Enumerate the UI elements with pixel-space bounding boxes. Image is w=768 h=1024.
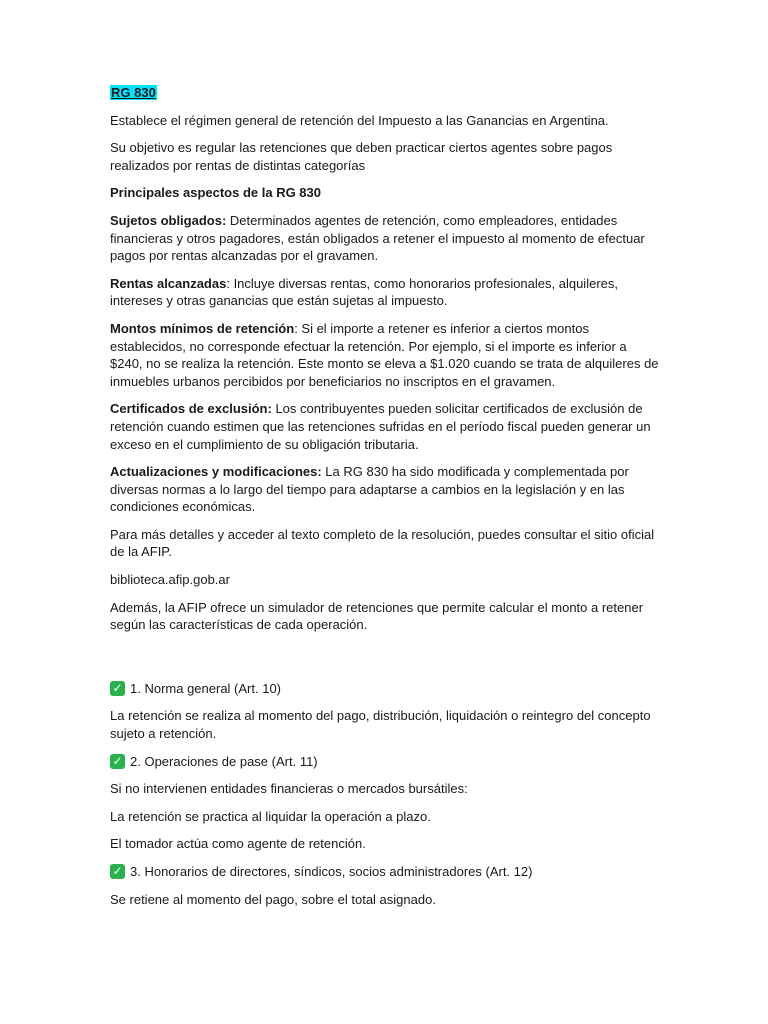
aspect-text: : Incluye diversas rentas, como honorarios profesionales, alquileres, intereses y otras ganancias que están sujetas al impuesto. — [110, 275, 618, 309]
item-2-text-2: La retención se practica al liquidar la operación a plazo. — [110, 808, 431, 824]
aspect-certificados — [110, 400, 662, 453]
aspect-label: Actualizaciones y modificaciones: — [110, 464, 322, 480]
aspect-rentas — [110, 275, 662, 310]
aspect-text: La RG 830 ha sido modificada y complementada por diversas normas a lo largo del tiempo para adaptarse a cambios en la legislación y en las condiciones económicas. — [110, 464, 629, 515]
aspect-text: Determinados agentes de retención, como empleadores, entidades financieras y otros pagadores, están obligados a retener el impuesto al momento de efectuar pagos por rentas alcanzadas por el gravamen. — [110, 212, 645, 264]
item-2-text-1: Si no intervienen entidades financieras o mercados bursátiles: — [110, 781, 468, 797]
simulator-paragraph: Además, la AFIP ofrece un simulador de retenciones que permite calcular el monto a retener según las características de cada operación. — [110, 599, 644, 633]
intro-paragraph-2: Su objetivo es regular las retenciones que deben practicar ciertos agentes sobre pagos realizados por rentas de distintas categorías — [110, 140, 613, 173]
afip-site-text: biblioteca.afip.gob.ar — [110, 572, 230, 588]
check-mark-icon: ✓ — [110, 864, 125, 879]
item-1-heading — [110, 680, 662, 698]
item-2-text-3: El tomador actúa como agente de retención. — [110, 836, 366, 852]
item-3-title: 3. Honorarios de directores, síndicos, socios administradores (Art. 12) — [130, 864, 533, 879]
aspect-label: Certificados de exclusión: — [110, 401, 272, 417]
item-1-title: 1. Norma general (Art. 10) — [130, 680, 282, 696]
intro-paragraph-1: Establece el régimen general de retención del Impuesto a las Ganancias en Argentina. — [110, 112, 609, 128]
spacer — [110, 644, 662, 680]
aspect-label: Montos mínimos de retención — [110, 320, 295, 336]
aspect-label: Sujetos obligados: — [110, 212, 227, 228]
check-mark-icon: ✓ — [110, 681, 125, 696]
item-1-text: La retención se realiza al momento del pago, distribución, liquidación o reintegro del concepto sujeto a retención. — [110, 708, 651, 742]
more-details-paragraph: Para más detalles y acceder al texto completo de la resolución, puedes consultar el sitio oficial de la AFIP. — [110, 526, 655, 560]
aspect-sujetos — [110, 212, 662, 265]
aspect-text: : Si el importe a retener es inferior a ciertos montos establecidos, no corresponde efectuar la retención. Por ejemplo, si el importe es inferior a $240, no se realiza la retención. Este monto se eleva a $1.020 cuando se trata de alquileres de inmuebles urbanos percibidos por beneficiarios no inscriptos en el gravamen. — [110, 320, 659, 389]
aspects-heading: Principales aspectos de la RG 830 — [110, 185, 321, 201]
item-2-heading — [110, 753, 662, 771]
aspect-text: Los contribuyentes pueden solicitar certificados de exclusión de retención cuando estimen que las retenciones sufridas en el período fiscal pueden generar un exceso en el cumplimiento de su obligación tributaria. — [110, 401, 651, 452]
title-line — [110, 84, 662, 102]
item-3-heading — [110, 863, 662, 881]
check-mark-icon: ✓ — [110, 754, 125, 769]
document-body — [110, 84, 662, 918]
aspect-montos — [110, 320, 662, 390]
aspect-label: Rentas alcanzadas — [110, 275, 227, 291]
document-title: RG 830 — [111, 85, 156, 100]
item-2-title: 2. Operaciones de pase (Art. 11) — [130, 753, 318, 769]
item-3-text: Se retiene al momento del pago, sobre el total asignado. — [110, 891, 436, 907]
aspect-actualizaciones — [110, 463, 662, 516]
